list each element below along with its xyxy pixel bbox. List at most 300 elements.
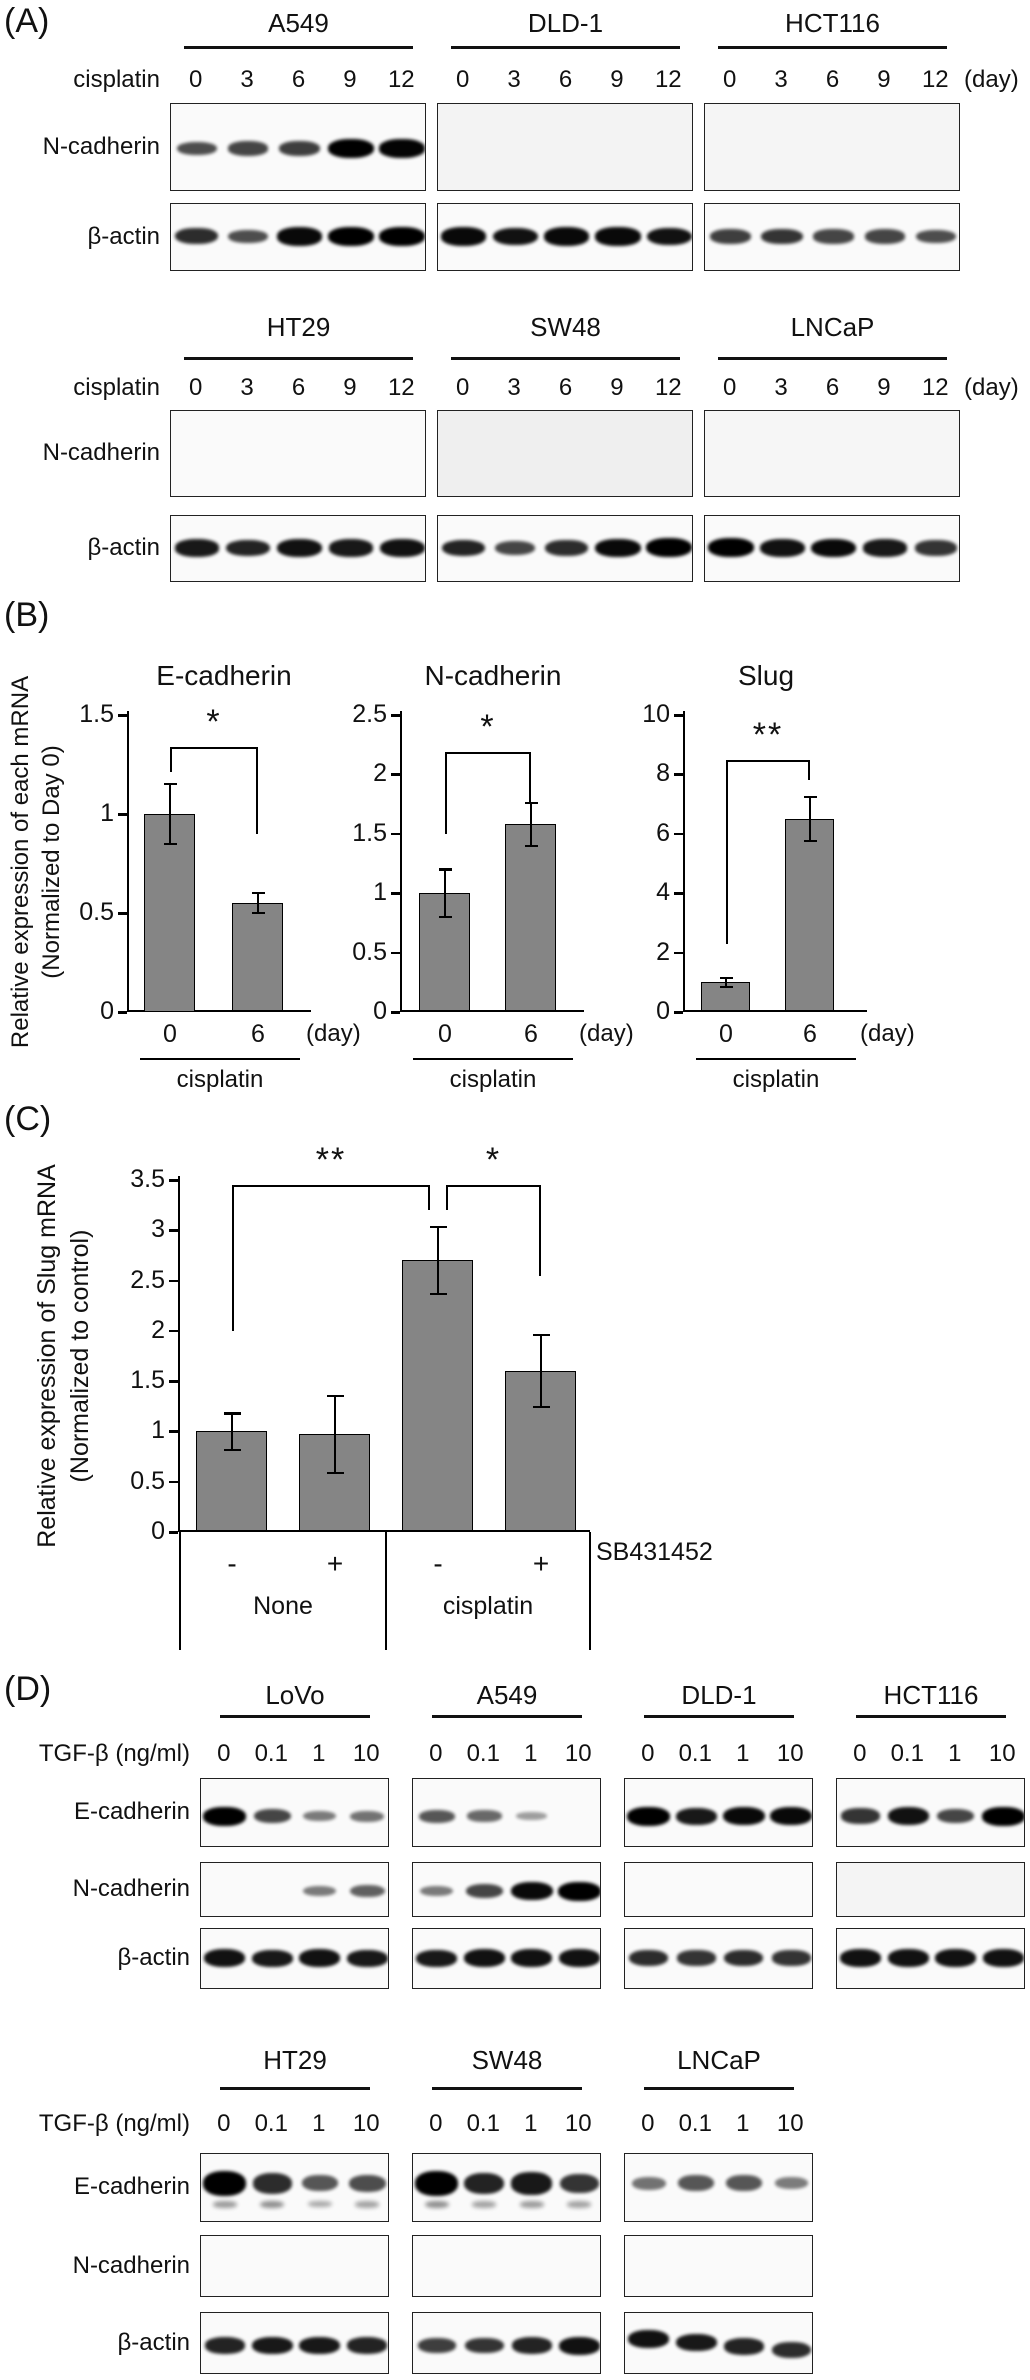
sig-bracket-leg [256, 747, 258, 834]
lane-label: 12 [921, 374, 949, 401]
bar [232, 903, 283, 1011]
protein-band [935, 1949, 976, 1967]
lane-label: 3 [774, 66, 788, 93]
lane-label: 0 [723, 66, 737, 93]
y-tick [169, 1280, 178, 1283]
cell-line-underline [184, 46, 413, 49]
y-tick [169, 1481, 178, 1484]
protein-band [723, 1807, 765, 1825]
cell-line-title: LNCaP [677, 2045, 761, 2075]
right-axis-label: SB431452 [596, 1538, 713, 1566]
protein-band [442, 540, 485, 557]
panel-c-y-axis-label-line1: Relative expression of Slug mRNA [33, 1164, 61, 1548]
lane-label: 3 [774, 374, 788, 401]
error-bar-cap [720, 986, 733, 988]
unit-label: (day) [860, 1020, 915, 1047]
protein-band [205, 2337, 245, 2354]
error-bar-cap [804, 796, 817, 798]
y-axis [127, 711, 130, 1012]
cell-line-title: DLD-1 [681, 1680, 757, 1710]
x-category-label: 0 [163, 1020, 177, 1048]
protein-band [328, 227, 374, 246]
y-tick-label: 0.5 [130, 1466, 165, 1495]
protein-band [302, 2175, 338, 2191]
blot-box [704, 203, 960, 271]
treatment-label: cisplatin [73, 374, 160, 401]
y-tick-label: 3.5 [130, 1165, 165, 1193]
protein-band [204, 1949, 245, 1967]
x-category-label: 6 [524, 1020, 538, 1048]
blot-box [412, 2312, 601, 2374]
y-tick [118, 912, 127, 915]
sig-bracket-top [446, 1185, 541, 1187]
protein-band [254, 1809, 291, 1823]
blot-box [170, 515, 426, 582]
protein-band [760, 539, 805, 557]
chart-title: E-cadherin [156, 660, 292, 691]
group-underline [140, 1058, 300, 1060]
protein-band-secondary [567, 2201, 591, 2207]
protein-band-secondary [355, 2201, 379, 2207]
protein-band [303, 1886, 336, 1897]
lane-label: 12 [387, 374, 415, 401]
lane-label: 10 [352, 2110, 380, 2137]
protein-band [511, 1949, 552, 1967]
lane-label: 6 [558, 374, 573, 401]
lane-label: 0 [217, 1740, 231, 1767]
error-bar-cap [439, 868, 452, 870]
protein-band [329, 539, 373, 556]
y-tick [391, 773, 400, 776]
y-tick [169, 1380, 178, 1383]
blot-box [624, 2235, 813, 2297]
protein-band [559, 1949, 600, 1967]
protein-row-label: β-actin [87, 534, 160, 561]
lane-label: 10 [988, 1740, 1016, 1767]
panel-b-y-axis-label [5, 676, 67, 1048]
sig-bracket-top [726, 760, 810, 762]
unit-label: (day) [964, 66, 1019, 93]
lane-label: 0 [456, 66, 470, 93]
sig-bracket-leg [428, 1185, 430, 1210]
protein-band [203, 2171, 246, 2196]
protein-row-label: E-cadherin [73, 1798, 190, 1825]
y-tick-label: 2.5 [352, 700, 387, 728]
bar [402, 1260, 473, 1531]
protein-row-label: β-actin [87, 222, 160, 250]
cell-line-title: HT29 [266, 312, 331, 342]
protein-band [558, 1882, 601, 1901]
error-bar-cap [164, 843, 177, 845]
protein-band [512, 2337, 552, 2354]
blot-box [437, 103, 693, 191]
protein-band [724, 1950, 763, 1966]
protein-band [379, 227, 425, 246]
unit-label: (day) [579, 1020, 634, 1047]
cell-line-underline [856, 1715, 1006, 1718]
lane-label: 3 [507, 66, 521, 93]
blot-box [200, 1862, 389, 1917]
bar [505, 824, 556, 1011]
protein-band [252, 1950, 293, 1967]
error-bar-line [257, 893, 259, 913]
lane-label: 1 [312, 2110, 326, 2137]
cell-line-title: DLD-1 [527, 8, 604, 38]
cell-line-underline [432, 2087, 582, 2090]
protein-band [983, 1949, 1024, 1967]
y-axis [683, 711, 686, 1012]
blot-box [836, 1862, 1025, 1917]
protein-band [416, 1950, 457, 1967]
y-tick [118, 714, 127, 717]
condition-sign: - [433, 1548, 443, 1579]
sig-bracket-leg [539, 1185, 541, 1276]
protein-band [678, 2175, 714, 2191]
error-bar-cap [252, 892, 265, 894]
protein-band [379, 139, 425, 158]
cell-line-title: A549 [268, 8, 329, 38]
protein-band [203, 1807, 246, 1826]
protein-band-secondary [308, 2201, 332, 2207]
unit-label: (day) [306, 1020, 361, 1047]
lane-label: 0 [723, 374, 737, 401]
y-tick-label: 2 [373, 759, 387, 788]
protein-band [419, 1810, 455, 1823]
sig-bracket-leg [726, 760, 728, 944]
treatment-label: TGF-β (ng/ml) [38, 2110, 190, 2137]
protein-band [559, 2337, 600, 2355]
error-bar-cap [720, 977, 733, 979]
y-tick-label: 10 [642, 700, 670, 728]
error-bar-cap [252, 912, 265, 914]
protein-band [418, 2338, 456, 2353]
condition-sign: + [532, 1548, 550, 1579]
blot-box [200, 2312, 389, 2374]
protein-band [226, 540, 269, 557]
y-tick-label: 0.5 [79, 898, 114, 926]
error-bar-cap [224, 1412, 241, 1414]
y-tick [391, 833, 400, 836]
error-bar-cap [327, 1395, 344, 1397]
lane-label: 0.1 [466, 2110, 500, 2137]
blot-box [624, 1928, 813, 1989]
lane-label: 10 [352, 1740, 380, 1767]
lane-label: 3 [240, 66, 254, 93]
blot-box [412, 1928, 601, 1989]
blot-box [836, 1778, 1025, 1847]
cell-line-underline [451, 46, 680, 49]
sig-bracket-top [170, 747, 258, 749]
sig-bracket-top [232, 1185, 430, 1187]
cell-line-title: HCT116 [785, 8, 880, 38]
protein-row-label: N-cadherin [72, 1875, 190, 1902]
cell-line-underline [718, 357, 947, 360]
y-tick-label: 0 [100, 997, 114, 1025]
protein-band [545, 540, 588, 556]
protein-band [175, 228, 218, 244]
x-category-label: 6 [803, 1020, 817, 1048]
lane-label: 0.1 [890, 1740, 924, 1767]
blot-box [170, 410, 426, 497]
lane-label: 6 [291, 66, 306, 93]
protein-band [676, 2334, 717, 2351]
lane-label: 0 [429, 1740, 443, 1767]
y-tick-label: 1 [100, 799, 114, 827]
y-axis [400, 711, 403, 1012]
lane-label: 1 [736, 2110, 750, 2137]
error-bar-cap [533, 1406, 550, 1408]
protein-band [724, 2338, 764, 2355]
protein-row-label: N-cadherin [42, 439, 160, 466]
protein-band [228, 230, 268, 244]
protein-band [560, 2174, 599, 2194]
protein-band-secondary [260, 2201, 284, 2209]
protein-band [277, 539, 322, 557]
error-bar-line [540, 1335, 542, 1407]
panel-b-y-axis-label-line2: (Normalized to Day 0) [38, 745, 65, 979]
lane-label: 6 [825, 374, 840, 401]
protein-band [937, 1809, 974, 1823]
protein-band [628, 2330, 669, 2348]
blot-box [437, 410, 693, 497]
protein-band [511, 2172, 552, 2194]
cell-line-underline [718, 46, 947, 49]
lane-label: 1 [948, 1740, 962, 1767]
group-underline [696, 1058, 856, 1060]
cell-line-title: SW48 [530, 312, 601, 342]
blot-box [704, 410, 960, 497]
protein-band-secondary [213, 2201, 237, 2208]
blot-box [170, 103, 426, 191]
protein-band [420, 1886, 453, 1897]
panel-a-label: (A) [4, 2, 50, 40]
protein-band-secondary [425, 2201, 449, 2209]
y-tick [391, 714, 400, 717]
y-tick-label: 2 [151, 1315, 165, 1344]
protein-band [253, 2173, 292, 2194]
lane-label: 9 [343, 66, 357, 93]
protein-row-label: E-cadherin [73, 2173, 190, 2200]
y-tick [169, 1229, 178, 1232]
error-bar-line [809, 797, 811, 842]
sig-bracket-leg [232, 1185, 234, 1331]
treatment-label: TGF-β (ng/ml) [38, 1740, 190, 1767]
blot-box [412, 1862, 601, 1917]
blot-box [170, 203, 426, 271]
y-tick-label: 2.5 [130, 1265, 165, 1294]
cell-line-title: LoVo [265, 1680, 325, 1710]
lane-label: 0 [641, 2110, 655, 2137]
protein-band [350, 1811, 384, 1822]
protein-band [380, 539, 425, 557]
treatment-label: cisplatin [73, 66, 160, 93]
y-tick [169, 1179, 178, 1182]
protein-band [441, 227, 487, 245]
protein-band [646, 538, 692, 557]
protein-band [863, 539, 907, 556]
lane-label: 6 [291, 374, 306, 401]
y-tick-label: 0.5 [352, 937, 387, 966]
y-tick [674, 952, 683, 955]
sig-bracket-leg [808, 760, 810, 781]
protein-band [464, 1949, 505, 1967]
protein-band [516, 1812, 547, 1820]
blot-box [836, 1928, 1025, 1989]
table-group-label: None [253, 1592, 313, 1620]
sig-label: * [480, 707, 496, 746]
lane-label: 12 [654, 374, 682, 401]
error-bar-cap [327, 1472, 344, 1474]
table-group-label: cisplatin [442, 1592, 534, 1620]
blot-box [200, 1778, 389, 1847]
protein-band [299, 1949, 340, 1967]
sig-bracket-leg [529, 752, 531, 803]
protein-band [347, 2337, 387, 2354]
protein-band [772, 1950, 811, 1965]
y-tick-label: 1.5 [79, 700, 114, 728]
y-tick-label: 0 [656, 997, 670, 1025]
lane-label: 0 [217, 2110, 231, 2137]
protein-band [775, 2177, 808, 2189]
condition-sign: + [326, 1548, 344, 1579]
protein-band [467, 1810, 502, 1822]
lane-label: 0 [456, 374, 470, 401]
error-bar-line [169, 784, 171, 843]
protein-band [465, 2338, 504, 2353]
blot-box [412, 2153, 601, 2222]
lane-label: 1 [524, 2110, 538, 2137]
lane-label: 12 [921, 66, 949, 93]
lane-label: 0 [853, 1740, 867, 1767]
cell-line-title: HT29 [263, 2045, 327, 2075]
blot-box [704, 103, 960, 191]
cell-line-underline [220, 1715, 370, 1718]
protein-band [647, 228, 692, 246]
protein-row-label: β-actin [117, 2328, 190, 2356]
lane-label: 10 [564, 2110, 592, 2137]
error-bar-cap [430, 1226, 447, 1228]
cell-line-title: LNCaP [790, 312, 875, 342]
sig-bracket-leg [446, 1185, 448, 1210]
lane-label: 0.1 [254, 2110, 288, 2137]
protein-band [772, 2342, 811, 2358]
protein-band [811, 539, 857, 557]
chart-title: Slug [737, 660, 795, 691]
blot-box [200, 2153, 389, 2222]
protein-band [228, 141, 269, 155]
protein-band [813, 229, 854, 243]
y-tick [118, 813, 127, 816]
lane-label: 6 [558, 66, 573, 93]
lane-label: 3 [507, 374, 521, 401]
lane-label: 0 [641, 1740, 655, 1767]
protein-row-label: N-cadherin [72, 2251, 190, 2279]
protein-band-secondary [520, 2201, 544, 2208]
cell-line-underline [184, 357, 413, 360]
y-tick [674, 892, 683, 895]
y-tick-label: 6 [656, 818, 670, 847]
condition-sign: - [227, 1548, 237, 1579]
protein-band [495, 541, 536, 555]
sig-label: ** [752, 715, 784, 754]
lane-label: 10 [776, 1740, 804, 1767]
panel-d-label: (D) [4, 1670, 52, 1708]
protein-band [726, 2175, 762, 2191]
sig-bracket-leg [170, 747, 172, 773]
protein-band [761, 229, 803, 244]
blot-box [624, 1778, 813, 1847]
y-tick-label: 1.5 [352, 818, 387, 847]
protein-band [840, 1949, 881, 1967]
protein-band [303, 1811, 336, 1822]
y-tick [674, 714, 683, 717]
protein-band [277, 227, 323, 245]
blot-box [412, 2235, 601, 2297]
protein-band-secondary [472, 2201, 496, 2207]
y-tick-label: 1 [151, 1416, 165, 1445]
protein-band [415, 2171, 458, 2196]
sig-label: ** [315, 1141, 347, 1180]
lane-label: 1 [736, 1740, 750, 1767]
lane-label: 3 [240, 374, 254, 401]
lane-label: 0.1 [678, 2110, 712, 2137]
y-tick-label: 2 [656, 937, 670, 966]
lane-label: 9 [877, 374, 891, 401]
blot-box [200, 1928, 389, 1989]
panel-b-label: (B) [4, 596, 50, 634]
blot-box [437, 515, 693, 582]
cell-line-underline [432, 1715, 582, 1718]
protein-band [865, 229, 906, 243]
protein-band [511, 1882, 553, 1900]
lane-label: 9 [343, 374, 357, 401]
protein-band [177, 142, 217, 156]
blot-box [624, 2312, 813, 2374]
y-tick [674, 773, 683, 776]
error-bar-cap [430, 1293, 447, 1295]
protein-band [888, 1949, 929, 1967]
lane-label: 9 [610, 374, 624, 401]
cell-line-underline [220, 2087, 370, 2090]
error-bar-cap [439, 916, 452, 918]
protein-band [299, 2337, 340, 2354]
protein-band [916, 230, 956, 244]
error-bar-line [530, 803, 532, 846]
blot-box [624, 2153, 813, 2222]
y-tick-label: 0 [151, 1517, 165, 1545]
protein-band [349, 2175, 386, 2192]
error-bar-cap [804, 840, 817, 842]
blot-box [200, 2235, 389, 2297]
cell-line-title: HCT116 [883, 1680, 979, 1710]
cell-line-underline [644, 2087, 794, 2090]
lane-label: 12 [654, 66, 682, 93]
panel-c-label: (C) [4, 1100, 52, 1138]
protein-band [252, 2337, 293, 2354]
error-bar-cap [164, 783, 177, 785]
bar [785, 819, 834, 1012]
protein-row-label: N-cadherin [42, 132, 160, 160]
y-tick-label: 4 [656, 878, 670, 907]
error-bar-cap [224, 1449, 241, 1451]
protein-band [627, 1807, 670, 1826]
protein-band [629, 1950, 668, 1966]
protein-band [279, 141, 320, 156]
chart-title: N-cadherin [424, 660, 562, 691]
error-bar-line [444, 869, 446, 917]
lane-label: 9 [610, 66, 624, 93]
cell-line-underline [644, 1715, 794, 1718]
